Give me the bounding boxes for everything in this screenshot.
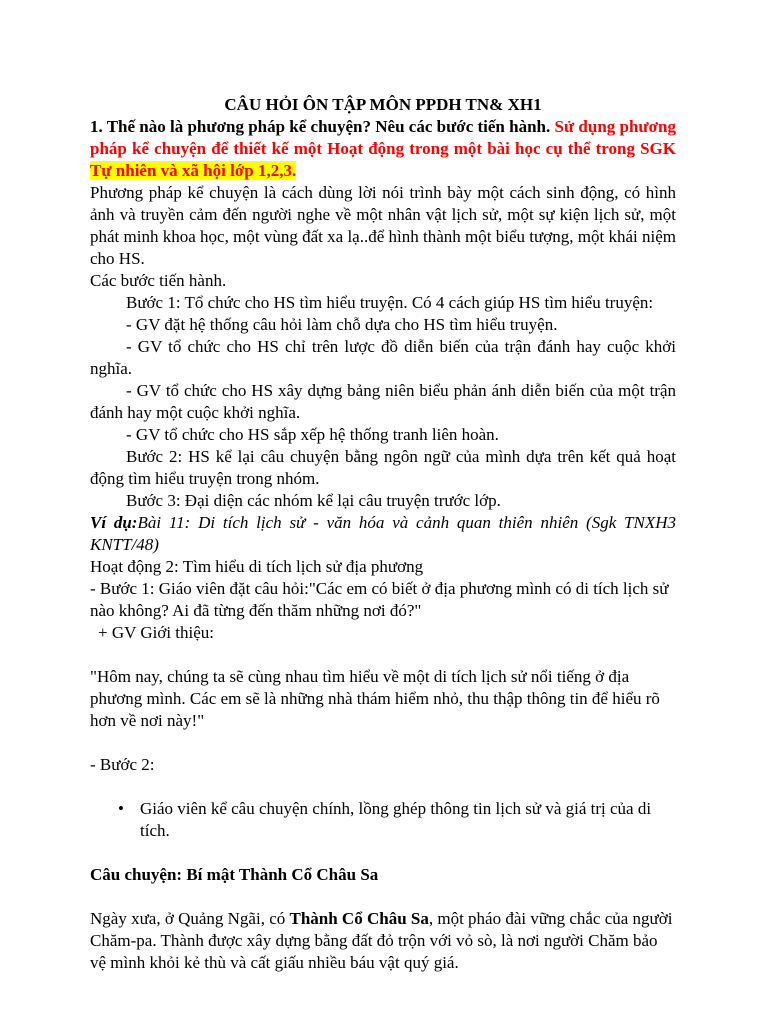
activity-step-2: - Bước 2: xyxy=(90,755,155,774)
spacer xyxy=(90,732,676,754)
question-task-red: Sử dụng phương pháp kể chuyện để thiết kế một Hoạt động trong một bài học cụ thể trong SGK xyxy=(90,117,676,158)
spacer xyxy=(90,886,676,908)
step-3: Bước 3: Đại diện các nhóm kể lại câu truyện trước lớp. xyxy=(126,491,501,510)
step-1-item: - GV đặt hệ thống câu hỏi làm chỗ dựa cho HS tìm hiểu truyện. xyxy=(126,315,558,334)
definition-paragraph: Phương pháp kể chuyện là cách dùng lời nói trình bày một cách sinh động, có hình ảnh và truyền cảm đến người nghe về một nhân vật lịch sử, một sự kiện lịch sử, một phát minh khoa học, một vùng đất xa lạ..để hình thành một biểu tượng, một khái niệm cho HS. xyxy=(90,183,676,268)
step-1-item: - GV tổ chức cho HS sắp xếp hệ thống tranh liên hoàn. xyxy=(126,425,499,444)
example-text: Bài 11: Di tích lịch sử - văn hóa và cảnh quan thiên nhiên (Sgk TNXH3 KNTT/48) xyxy=(90,513,676,554)
document-title: CÂU HỎI ÔN TẬP MÔN PPDH TN& XH1 xyxy=(224,95,542,114)
story-paragraph xyxy=(90,908,676,974)
bullet-icon: • xyxy=(118,799,124,818)
step-1: Bước 1: Tổ chức cho HS tìm hiểu truyện. Có 4 cách giúp HS tìm hiểu truyện: xyxy=(126,293,654,312)
steps-heading: Các bước tiến hành. xyxy=(90,271,227,290)
question-text: 1. Thế nào là phương pháp kể chuyện? Nêu các bước tiến hành. xyxy=(90,117,555,136)
question-highlight: Tự nhiên và xã hội lớp 1,2,3. xyxy=(90,161,297,180)
step-2-bullets xyxy=(90,798,676,842)
spacer xyxy=(90,842,676,864)
story-text-1: Ngày xưa, ở Quảng Ngãi, có xyxy=(90,909,290,928)
example-label: Ví dụ: xyxy=(90,513,138,532)
question-1 xyxy=(90,116,676,182)
activity-heading: Hoạt động 2: Tìm hiểu di tích lịch sử địa phương xyxy=(90,557,424,576)
step-1-item: - GV tổ chức cho HS xây dựng bảng niên biểu phản ánh diễn biến của một trận đánh hay một cuộc khởi nghĩa. xyxy=(90,381,676,422)
step-1-item: - GV tổ chức cho HS chỉ trên lược đồ diễn biến của trận đánh hay cuộc khởi nghĩa. xyxy=(90,337,676,378)
spacer xyxy=(90,644,676,666)
list-item xyxy=(118,798,676,842)
step-2: Bước 2: HS kể lại câu chuyện bằng ngôn ngữ của mình dựa trên kết quả hoạt động tìm hiểu truyện trong nhóm. xyxy=(90,447,676,488)
story-bold-name: Thành Cổ Châu Sa xyxy=(289,909,429,928)
example-line xyxy=(90,512,676,556)
story-text-2: , một pháo đài vững chắc của người Chăm-pa. Thành được xây dựng bằng đất đỏ trộn với vỏ sò, là nơi người Chăm bảo vệ mình khỏi kẻ thù và cất giấu nhiều báu vật quý giá. xyxy=(90,909,673,972)
bullet-text: Giáo viên kể câu chuyện chính, lồng ghép thông tin lịch sử và giá trị của di tích. xyxy=(140,799,652,840)
gv-intro: + GV Giới thiệu: xyxy=(98,623,215,642)
intro-quote: "Hôm nay, chúng ta sẽ cùng nhau tìm hiểu về một di tích lịch sử nổi tiếng ở địa phương mình. Các em sẽ là những nhà thám hiểm nhỏ, thu thập thông tin để hiểu rõ hơn về nơi này!" xyxy=(90,667,660,730)
activity-step-1: - Bước 1: Giáo viên đặt câu hỏi:"Các em có biết ở địa phương mình có di tích lịch sử nào không? Ai đã từng đến thăm những nơi đó?" xyxy=(90,579,669,620)
spacer xyxy=(90,776,676,798)
story-title: Câu chuyện: Bí mật Thành Cổ Châu Sa xyxy=(90,865,379,884)
